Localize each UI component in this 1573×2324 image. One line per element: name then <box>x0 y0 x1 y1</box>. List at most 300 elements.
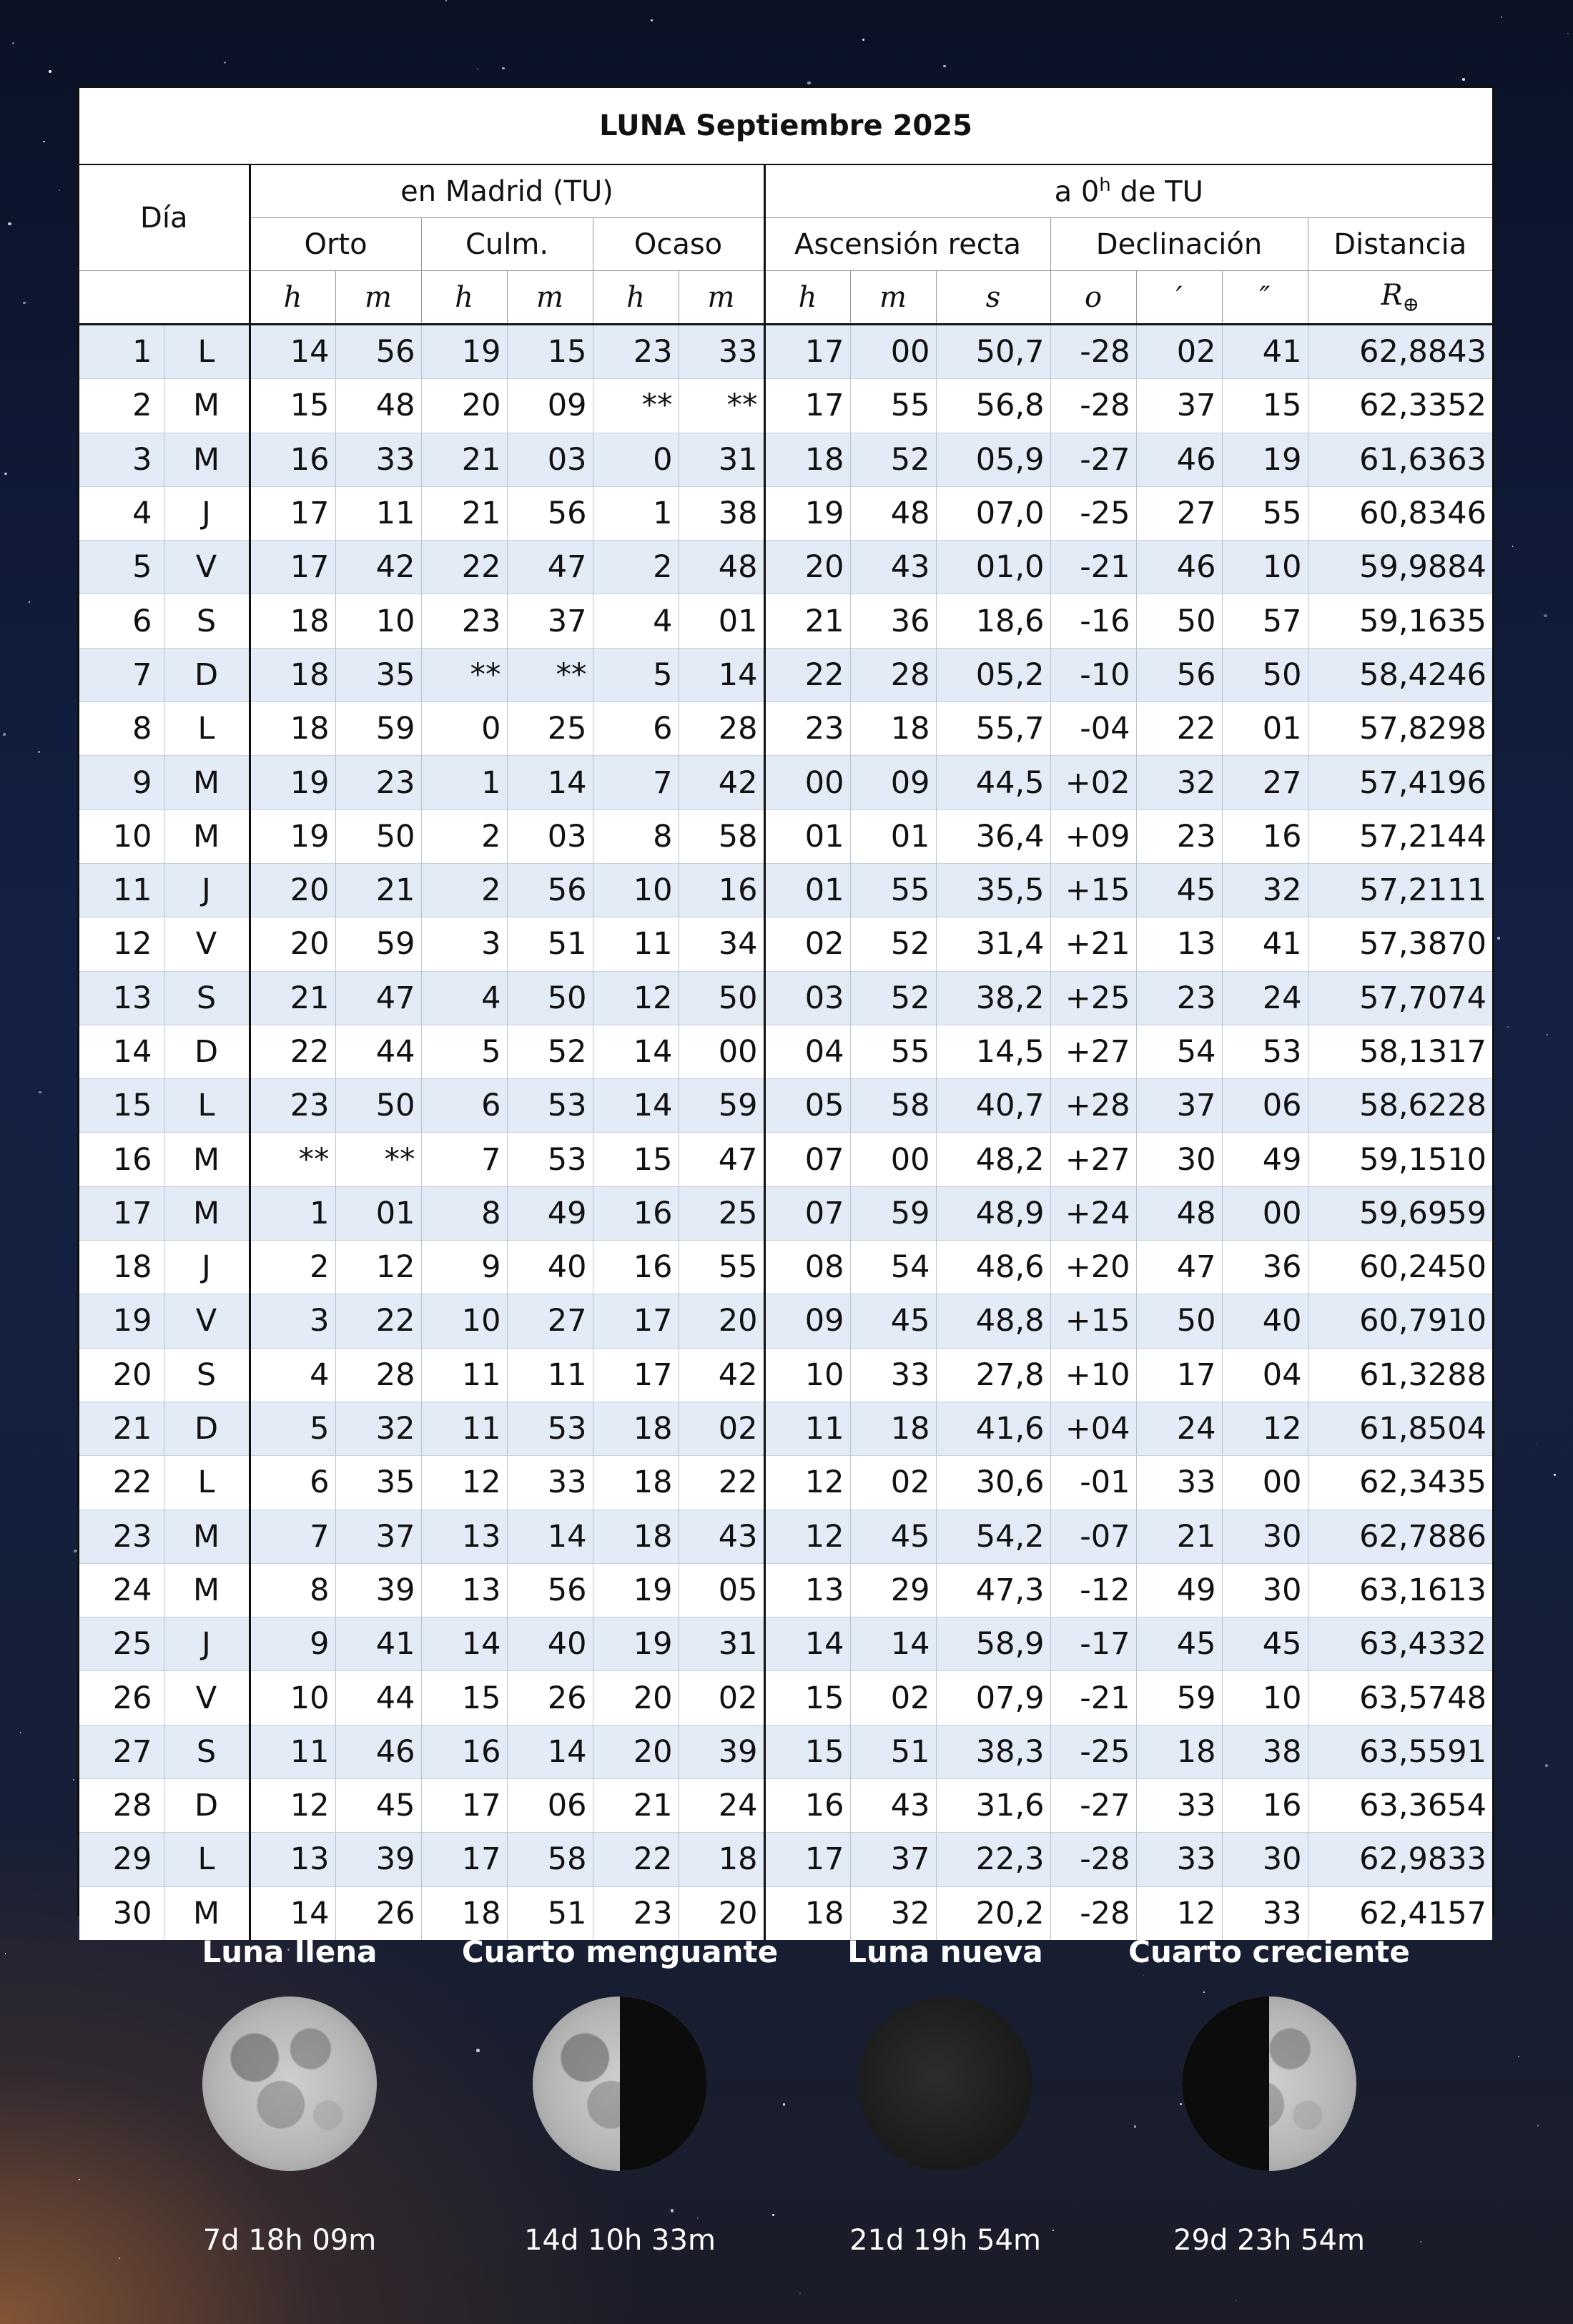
cell-culm-h: 8 <box>421 1186 507 1240</box>
table-row <box>79 433 1492 486</box>
cell-ar-s: 48,8 <box>936 1294 1050 1348</box>
cell-orto-h: 13 <box>250 1833 335 1886</box>
cell-dec-min: 18 <box>1136 1725 1222 1778</box>
cell-weekday: V <box>164 541 250 594</box>
cell-ar-m: 52 <box>850 971 936 1025</box>
cell-culm-m: 25 <box>507 702 593 756</box>
cell-ar-m: 45 <box>850 1294 936 1348</box>
header-orto: Orto <box>250 218 421 271</box>
cell-dec-sec: 49 <box>1222 1133 1308 1186</box>
phase-full-moon <box>125 1931 454 2258</box>
cell-distancia: 57,2144 <box>1308 809 1492 863</box>
cell-ar-h: 18 <box>764 433 850 486</box>
unit-r: R <box>1381 278 1403 312</box>
cell-culm-h: 20 <box>421 379 507 433</box>
cell-ocaso-m: 18 <box>679 1833 764 1886</box>
cell-weekday: V <box>164 1671 250 1725</box>
cell-culm-h: 3 <box>421 917 507 971</box>
cell-ocaso-h: 17 <box>593 1294 679 1348</box>
cell-ocaso-h: 18 <box>593 1510 679 1563</box>
cell-ocaso-h: 5 <box>593 648 679 701</box>
cell-ar-h: 17 <box>764 325 850 379</box>
cell-ar-s: 55,7 <box>936 702 1050 756</box>
star <box>1501 16 1502 18</box>
cell-ar-h: 17 <box>764 1833 850 1886</box>
cell-day: 18 <box>79 1241 164 1294</box>
cell-dec-min: 45 <box>1136 863 1222 917</box>
cell-orto-h: 10 <box>250 1671 335 1725</box>
unit-ar-s: s <box>936 271 1050 325</box>
cell-dec-deg: +20 <box>1050 1241 1136 1294</box>
table-row <box>79 1563 1492 1617</box>
cell-ocaso-m: 50 <box>679 971 764 1025</box>
phase-date: 7d 18h 09m <box>202 2224 377 2257</box>
cell-weekday: L <box>164 325 250 379</box>
cell-ocaso-h: 8 <box>593 809 679 863</box>
cell-distancia: 57,4196 <box>1308 756 1492 809</box>
cell-day: 28 <box>79 1779 164 1833</box>
cell-ar-h: 23 <box>764 702 850 756</box>
cell-orto-m: 56 <box>335 325 421 379</box>
cell-ar-s: 18,6 <box>936 594 1050 648</box>
cell-ocaso-h: 19 <box>593 1563 679 1617</box>
cell-dec-deg: +24 <box>1050 1186 1136 1240</box>
cell-dec-deg: +21 <box>1050 917 1136 971</box>
cell-ar-m: 01 <box>850 809 936 863</box>
cell-ar-h: 01 <box>764 863 850 917</box>
cell-ocaso-m: 31 <box>679 1618 764 1671</box>
cell-orto-m: 11 <box>335 486 421 540</box>
cell-distancia: 60,7910 <box>1308 1294 1492 1348</box>
cell-ar-m: 55 <box>850 379 936 433</box>
cell-ar-m: 36 <box>850 594 936 648</box>
cell-day: 21 <box>79 1402 164 1455</box>
cell-ar-s: 38,3 <box>936 1725 1050 1778</box>
table-row <box>79 1725 1492 1778</box>
cell-dec-deg: -07 <box>1050 1510 1136 1563</box>
cell-orto-m: 46 <box>335 1725 421 1778</box>
cell-distancia: 62,4157 <box>1308 1886 1492 1940</box>
phase-name: Luna llena <box>202 1934 378 1969</box>
star <box>1544 614 1547 617</box>
cell-dec-min: 32 <box>1136 756 1222 809</box>
star <box>862 39 864 41</box>
ephemeris-rows <box>79 325 1492 1940</box>
cell-day: 3 <box>79 433 164 486</box>
cell-dec-deg: -28 <box>1050 1833 1136 1886</box>
cell-culm-h: ** <box>421 648 507 701</box>
cell-distancia: 58,6228 <box>1308 1079 1492 1133</box>
phase-date: 14d 10h 33m <box>524 2224 716 2257</box>
cell-culm-m: 56 <box>507 863 593 917</box>
cell-dec-sec: 04 <box>1222 1348 1308 1402</box>
cell-weekday: S <box>164 1348 250 1402</box>
cell-dec-min: 23 <box>1136 971 1222 1025</box>
cell-dec-sec: 12 <box>1222 1402 1308 1455</box>
table-row <box>79 1671 1492 1725</box>
cell-ar-h: 12 <box>764 1456 850 1510</box>
table-row <box>79 971 1492 1025</box>
cell-dec-deg: +15 <box>1050 1294 1136 1348</box>
cell-dec-sec: 16 <box>1222 1779 1308 1833</box>
cell-distancia: 57,7074 <box>1308 971 1492 1025</box>
cell-ocaso-h: 14 <box>593 1079 679 1133</box>
cell-ar-h: 02 <box>764 917 850 971</box>
cell-ar-m: 52 <box>850 917 936 971</box>
star <box>59 189 60 191</box>
cell-ar-m: 18 <box>850 702 936 756</box>
cell-culm-h: 21 <box>421 433 507 486</box>
table-row <box>79 917 1492 971</box>
cell-dec-deg: +28 <box>1050 1079 1136 1133</box>
cell-ar-m: 00 <box>850 325 936 379</box>
table-row <box>79 1833 1492 1886</box>
cell-dec-sec: 30 <box>1222 1833 1308 1886</box>
cell-ocaso-m: 38 <box>679 486 764 540</box>
cell-culm-h: 23 <box>421 594 507 648</box>
unit-dec-deg: o <box>1050 271 1136 325</box>
cell-orto-h: 6 <box>250 1456 335 1510</box>
cell-ar-h: 07 <box>764 1133 850 1186</box>
unit-blank <box>164 271 250 325</box>
star <box>1462 78 1465 81</box>
cell-dec-min: 47 <box>1136 1241 1222 1294</box>
table-row <box>79 1618 1492 1671</box>
cell-orto-h: 20 <box>250 917 335 971</box>
cell-day: 22 <box>79 1456 164 1510</box>
cell-ar-h: 10 <box>764 1348 850 1402</box>
cell-weekday: L <box>164 702 250 756</box>
cell-culm-h: 6 <box>421 1079 507 1133</box>
cell-day: 2 <box>79 379 164 433</box>
cell-culm-m: 40 <box>507 1618 593 1671</box>
cell-ar-h: 21 <box>764 594 850 648</box>
star <box>1547 1034 1548 1035</box>
star <box>1554 1474 1556 1476</box>
cell-distancia: 63,4332 <box>1308 1618 1492 1671</box>
cell-orto-h: 2 <box>250 1241 335 1294</box>
cell-orto-h: 8 <box>250 1563 335 1617</box>
cell-weekday: J <box>164 486 250 540</box>
cell-dec-sec: 41 <box>1222 325 1308 379</box>
cell-weekday: M <box>164 1186 250 1240</box>
cell-dec-deg: -16 <box>1050 594 1136 648</box>
cell-dec-deg: -17 <box>1050 1618 1136 1671</box>
cell-ar-m: 02 <box>850 1456 936 1510</box>
cell-culm-m: 53 <box>507 1079 593 1133</box>
header-a0 <box>764 164 1492 218</box>
cell-orto-h: 1 <box>250 1186 335 1240</box>
cell-ar-m: 32 <box>850 1886 936 1940</box>
cell-weekday: L <box>164 1456 250 1510</box>
cell-dec-sec: 33 <box>1222 1886 1308 1940</box>
cell-culm-h: 17 <box>421 1833 507 1886</box>
cell-weekday: M <box>164 1563 250 1617</box>
cell-dec-min: 33 <box>1136 1779 1222 1833</box>
cell-distancia: 57,8298 <box>1308 702 1492 756</box>
cell-ar-h: 13 <box>764 1563 850 1617</box>
table-row <box>79 1133 1492 1186</box>
cell-orto-m: 21 <box>335 863 421 917</box>
star <box>1545 1764 1548 1767</box>
cell-culm-m: 06 <box>507 1779 593 1833</box>
cell-ocaso-m: 59 <box>679 1079 764 1133</box>
cell-orto-m: 50 <box>335 809 421 863</box>
star <box>1497 937 1500 940</box>
cell-ocaso-m: 58 <box>679 809 764 863</box>
cell-culm-h: 16 <box>421 1725 507 1778</box>
cell-ar-s: 30,6 <box>936 1456 1050 1510</box>
cell-dec-min: 13 <box>1136 917 1222 971</box>
cell-orto-m: 59 <box>335 917 421 971</box>
cell-weekday: J <box>164 1241 250 1294</box>
cell-culm-m: 37 <box>507 594 593 648</box>
cell-dec-min: 17 <box>1136 1348 1222 1402</box>
cell-ar-m: 02 <box>850 1671 936 1725</box>
cell-dec-min: 54 <box>1136 1025 1222 1078</box>
cell-orto-m: 23 <box>335 756 421 809</box>
cell-weekday: L <box>164 1079 250 1133</box>
cell-ar-m: 29 <box>850 1563 936 1617</box>
cell-ocaso-h: 14 <box>593 1025 679 1078</box>
cell-day: 26 <box>79 1671 164 1725</box>
cell-weekday: J <box>164 1618 250 1671</box>
unit-ocaso-m: m <box>679 271 764 325</box>
cell-ocaso-m: 00 <box>679 1025 764 1078</box>
star <box>43 141 44 142</box>
cell-ocaso-h: 21 <box>593 1779 679 1833</box>
cell-orto-h: 19 <box>250 756 335 809</box>
cell-ar-h: 11 <box>764 1402 850 1455</box>
cell-ar-m: 37 <box>850 1833 936 1886</box>
cell-ocaso-m: 33 <box>679 325 764 379</box>
cell-day: 5 <box>79 541 164 594</box>
table-row <box>79 809 1492 863</box>
table-row <box>79 541 1492 594</box>
cell-day: 17 <box>79 1186 164 1240</box>
cell-orto-h: 7 <box>250 1510 335 1563</box>
phase-first-quarter <box>1105 1931 1434 2258</box>
cell-distancia: 62,3435 <box>1308 1456 1492 1510</box>
cell-ocaso-h: 4 <box>593 594 679 648</box>
table-row <box>79 1079 1492 1133</box>
cell-ocaso-m: 02 <box>679 1402 764 1455</box>
cell-dec-deg: +10 <box>1050 1348 1136 1402</box>
star <box>502 67 505 70</box>
cell-ar-s: 20,2 <box>936 1886 1050 1940</box>
cell-weekday: M <box>164 1133 250 1186</box>
cell-dec-min: 50 <box>1136 1294 1222 1348</box>
cell-ar-m: 55 <box>850 1025 936 1078</box>
cell-culm-m: 52 <box>507 1025 593 1078</box>
cell-weekday: V <box>164 917 250 971</box>
cell-orto-h: 11 <box>250 1725 335 1778</box>
cell-orto-m: 10 <box>335 594 421 648</box>
table-row <box>79 1456 1492 1510</box>
cell-culm-h: 21 <box>421 486 507 540</box>
cell-dec-deg: -28 <box>1050 379 1136 433</box>
star <box>445 0 447 1</box>
cell-orto-h: 5 <box>250 1402 335 1455</box>
cell-dec-min: 23 <box>1136 809 1222 863</box>
cell-orto-h: 14 <box>250 1886 335 1940</box>
cell-ar-s: 40,7 <box>936 1079 1050 1133</box>
cell-distancia: 63,3654 <box>1308 1779 1492 1833</box>
cell-orto-m: 44 <box>335 1671 421 1725</box>
cell-day: 16 <box>79 1133 164 1186</box>
unit-orto-m: m <box>335 271 421 325</box>
cell-dec-min: 24 <box>1136 1402 1222 1455</box>
cell-distancia: 58,4246 <box>1308 648 1492 701</box>
header-distancia: Distancia <box>1308 218 1492 271</box>
cell-dec-deg: -10 <box>1050 648 1136 701</box>
cell-dec-deg: -25 <box>1050 486 1136 540</box>
star <box>8 222 11 225</box>
cell-orto-m: 22 <box>335 1294 421 1348</box>
cell-culm-h: 9 <box>421 1241 507 1294</box>
cell-dec-sec: 01 <box>1222 702 1308 756</box>
star <box>23 302 25 304</box>
cell-dec-sec: 55 <box>1222 486 1308 540</box>
cell-dec-sec: 40 <box>1222 1294 1308 1348</box>
cell-dec-min: 45 <box>1136 1618 1222 1671</box>
cell-culm-h: 19 <box>421 325 507 379</box>
cell-ocaso-h: 7 <box>593 756 679 809</box>
cell-orto-h: 18 <box>250 702 335 756</box>
cell-orto-h: 4 <box>250 1348 335 1402</box>
first-quarter-moon-icon <box>1182 1996 1356 2171</box>
cell-orto-m: 59 <box>335 702 421 756</box>
unit-dec-sec: ″ <box>1222 271 1308 325</box>
cell-day: 24 <box>79 1563 164 1617</box>
cell-ar-h: 07 <box>764 1186 850 1240</box>
cell-ocaso-m: 16 <box>679 863 764 917</box>
cell-orto-m: 39 <box>335 1563 421 1617</box>
star <box>39 1091 41 1094</box>
star <box>1507 1026 1509 1028</box>
table-row <box>79 1348 1492 1402</box>
cell-culm-m: 03 <box>507 433 593 486</box>
cell-dec-min: 37 <box>1136 1079 1222 1133</box>
cell-ar-m: 52 <box>850 433 936 486</box>
cell-ar-m: 51 <box>850 1725 936 1778</box>
cell-distancia: 60,2450 <box>1308 1241 1492 1294</box>
cell-distancia: 59,1510 <box>1308 1133 1492 1186</box>
table-row <box>79 756 1492 809</box>
header-a0-text: a 0 <box>1054 175 1100 209</box>
cell-day: 29 <box>79 1833 164 1886</box>
cell-ar-h: 15 <box>764 1725 850 1778</box>
cell-culm-m: 49 <box>507 1186 593 1240</box>
cell-culm-h: 13 <box>421 1563 507 1617</box>
cell-culm-m: ** <box>507 648 593 701</box>
cell-orto-m: 45 <box>335 1779 421 1833</box>
unit-ar-h: h <box>764 271 850 325</box>
cell-orto-h: 16 <box>250 433 335 486</box>
cell-ar-m: 14 <box>850 1618 936 1671</box>
star <box>73 1779 74 1781</box>
cell-weekday: L <box>164 1833 250 1886</box>
cell-distancia: 62,7886 <box>1308 1510 1492 1563</box>
cell-dec-deg: +15 <box>1050 863 1136 917</box>
cell-culm-m: 53 <box>507 1133 593 1186</box>
cell-weekday: M <box>164 756 250 809</box>
cell-ar-s: 56,8 <box>936 379 1050 433</box>
cell-culm-m: 14 <box>507 1725 593 1778</box>
cell-culm-m: 40 <box>507 1241 593 1294</box>
cell-day: 30 <box>79 1886 164 1940</box>
cell-orto-m: 42 <box>335 541 421 594</box>
cell-day: 19 <box>79 1294 164 1348</box>
cell-distancia: 63,1613 <box>1308 1563 1492 1617</box>
phase-last-quarter <box>455 1931 784 2258</box>
cell-ocaso-h: 0 <box>593 433 679 486</box>
cell-ocaso-h: ** <box>593 379 679 433</box>
cell-orto-h: 3 <box>250 1294 335 1348</box>
table-title: LUNA Septiembre 2025 <box>79 88 1492 164</box>
cell-distancia: 63,5748 <box>1308 1671 1492 1725</box>
star <box>3 733 6 736</box>
cell-dec-min: 22 <box>1136 702 1222 756</box>
cell-culm-h: 2 <box>421 809 507 863</box>
cell-ocaso-m: 55 <box>679 1241 764 1294</box>
cell-orto-h: 18 <box>250 648 335 701</box>
star <box>12 42 14 44</box>
star <box>1567 33 1569 34</box>
unit-orto-h: h <box>250 271 335 325</box>
cell-ocaso-m: 02 <box>679 1671 764 1725</box>
cell-ocaso-m: 34 <box>679 917 764 971</box>
cell-culm-m: 56 <box>507 1563 593 1617</box>
cell-day: 27 <box>79 1725 164 1778</box>
cell-culm-h: 13 <box>421 1510 507 1563</box>
cell-culm-h: 2 <box>421 863 507 917</box>
cell-dec-deg: +04 <box>1050 1402 1136 1455</box>
cell-culm-h: 0 <box>421 702 507 756</box>
moon-ephemeris-table <box>77 86 1494 1931</box>
cell-orto-h: 15 <box>250 379 335 433</box>
cell-dec-sec: 38 <box>1222 1725 1308 1778</box>
unit-dec-min: ′ <box>1136 271 1222 325</box>
cell-ar-m: 48 <box>850 486 936 540</box>
cell-ocaso-h: 19 <box>593 1618 679 1671</box>
cell-ar-m: 59 <box>850 1186 936 1240</box>
cell-distancia: 58,1317 <box>1308 1025 1492 1078</box>
cell-weekday: D <box>164 648 250 701</box>
cell-ar-m: 09 <box>850 756 936 809</box>
star <box>651 19 653 21</box>
last-quarter-moon-icon <box>533 1996 707 2171</box>
cell-ar-h: 22 <box>764 648 850 701</box>
cell-dec-deg: +27 <box>1050 1025 1136 1078</box>
cell-culm-h: 14 <box>421 1618 507 1671</box>
cell-ar-s: 05,9 <box>936 433 1050 486</box>
star <box>1512 546 1514 547</box>
cell-ocaso-h: 20 <box>593 1725 679 1778</box>
cell-orto-h: 14 <box>250 325 335 379</box>
phase-date: 21d 19h 54m <box>849 2224 1041 2257</box>
cell-orto-m: 33 <box>335 433 421 486</box>
cell-ocaso-m: ** <box>679 379 764 433</box>
header-ocaso: Ocaso <box>593 218 764 271</box>
cell-ocaso-h: 15 <box>593 1133 679 1186</box>
phase-new-moon <box>781 1931 1110 2258</box>
cell-ar-h: 04 <box>764 1025 850 1078</box>
cell-ar-s: 48,6 <box>936 1241 1050 1294</box>
cell-ar-s: 44,5 <box>936 756 1050 809</box>
cell-orto-m: 35 <box>335 1456 421 1510</box>
cell-dec-min: 49 <box>1136 1563 1222 1617</box>
